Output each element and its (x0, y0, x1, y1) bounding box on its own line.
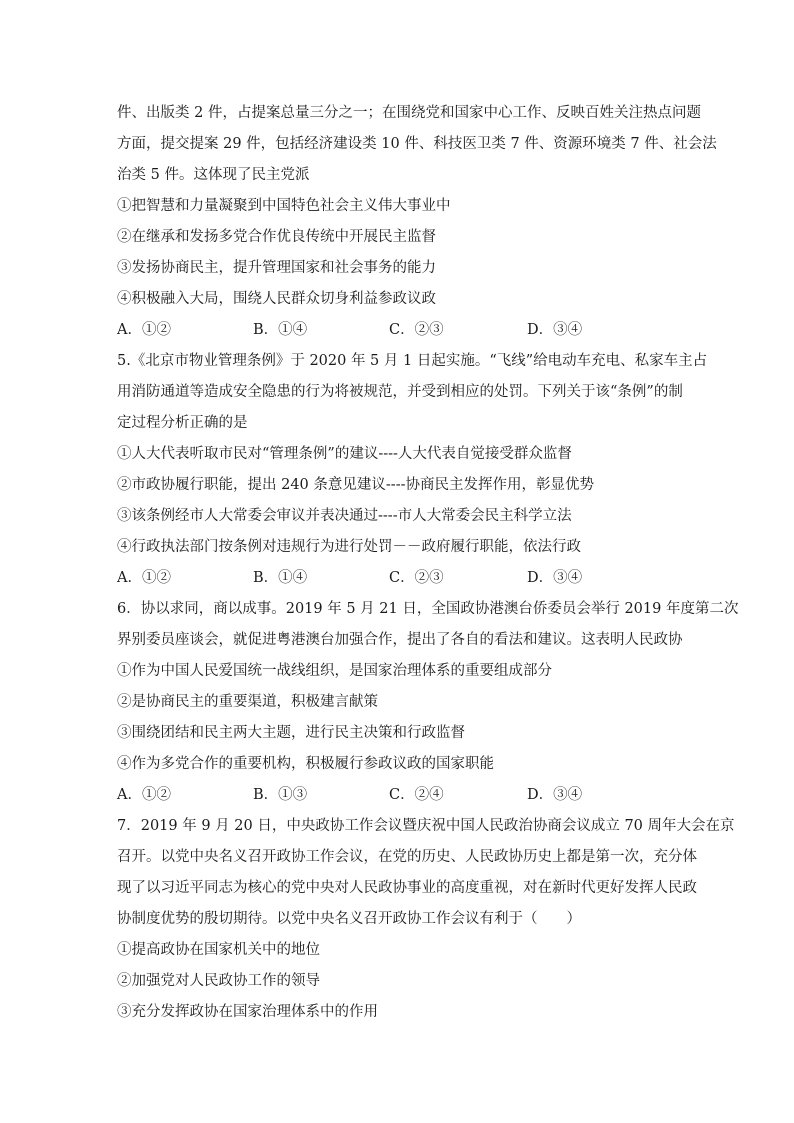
intro-item-4: ④积极融入大局，围绕人民群众切身利益参政议政 (117, 291, 436, 307)
q7-item-2: ②加强党对人民政协工作的领导 (117, 973, 320, 989)
option-a: A．①② (117, 570, 171, 586)
intro-line-1: 件、出版类 2 件，占提案总量三分之一；在围绕党和国家中心工作、反映百姓关注热点问题 (117, 105, 701, 121)
q6-item-3: ③围绕团结和民主两大主题，进行民主决策和行政监督 (117, 725, 465, 741)
q7-line-3: 现了以习近平同志为核心的党中央对人民政协事业的高度重视，对在新时代更好发挥人民政 (117, 880, 697, 896)
option-c: C．②④ (389, 787, 444, 803)
q6-options (117, 785, 677, 805)
q7-line-2: 召开。以党中央名义召开政协工作会议，在党的历史、人民政协历史上都是第一次，充分体 (117, 849, 697, 865)
q5-line-2: 用消防通道等造成安全隐患的行为将被规范，并受到相应的处罚。下列关于该“条例”的制 (117, 384, 683, 400)
option-c: C．②③ (389, 322, 444, 338)
q6-item-1: ①作为中国人民爱国统一战线组织，是国家治理体系的重要组成部分 (117, 663, 552, 679)
option-d: D．③④ (527, 787, 583, 803)
q6-line-1: 6．协以求同，商以成事。2019 年 5 月 21 日，全国政协港澳台侨委员会举行 2019 年度第二次 (117, 601, 739, 617)
option-c: C．②③ (389, 570, 444, 586)
option-d: D．③④ (527, 570, 583, 586)
option-b: B．①③ (253, 787, 308, 803)
option-b: B．①④ (253, 570, 308, 586)
intro-options (117, 320, 677, 340)
q5-item-2: ②市政协履行职能，提出 240 条意见建议----协商民主发挥作用，彰显优势 (117, 477, 594, 493)
intro-item-1: ①把智慧和力量凝聚到中国特色社会主义伟大事业中 (117, 198, 451, 214)
option-d: D．③④ (527, 322, 583, 338)
intro-line-3: 治类 5 件。这体现了民主党派 (117, 167, 310, 183)
intro-item-3: ③发扬协商民主，提升管理国家和社会事务的能力 (117, 260, 436, 276)
q5-line-1: 5.《北京市物业管理条例》于 2020 年 5 月 1 日起实施。“飞线”给电动车充电、私家车主占 (117, 353, 708, 369)
option-b: B．①④ (253, 322, 308, 338)
intro-line-2: 方面，提交提案 29 件，包括经济建设类 10 件、科技医卫类 7 件、资源环境类 7 件、社会法 (117, 136, 717, 152)
q5-options (117, 568, 677, 588)
q6-item-2: ②是协商民主的重要渠道，积极建言献策 (117, 694, 378, 710)
q7-item-1: ①提高政协在国家机关中的地位 (117, 942, 320, 958)
q7-line-1: 7．2019 年 9 月 20 日，中央政协工作会议暨庆祝中国人民政治协商会议成立 70 周年大会在京 (117, 818, 735, 834)
q5-item-4: ④行政执法部门按条例对违规行为进行处罚－－政府履行职能，依法行政 (117, 539, 581, 555)
q6-item-4: ④作为多党合作的重要机构，积极履行参政议政的国家职能 (117, 756, 494, 772)
q5-item-1: ①人大代表听取市民对“管理条例”的建议----人大代表自觉接受群众监督 (117, 446, 572, 462)
intro-item-2: ②在继承和发扬多党合作优良传统中开展民主监督 (117, 229, 436, 245)
option-a: A．①② (117, 322, 171, 338)
q7-item-3: ③充分发挥政协在国家治理体系中的作用 (117, 1004, 378, 1020)
q5-item-3: ③该条例经市人大常委会审议并表决通过----市人大常委会民主科学立法 (117, 508, 572, 524)
q5-line-3: 定过程分析正确的是 (117, 415, 248, 431)
q6-line-2: 界别委员座谈会，就促进粤港澳台加强合作，提出了各自的看法和建议。这表明人民政协 (117, 632, 683, 648)
option-a: A．①② (117, 787, 171, 803)
q7-line-4: 协制度优势的殷切期待。以党中央名义召开政协工作会议有利于（ ） (117, 911, 581, 927)
